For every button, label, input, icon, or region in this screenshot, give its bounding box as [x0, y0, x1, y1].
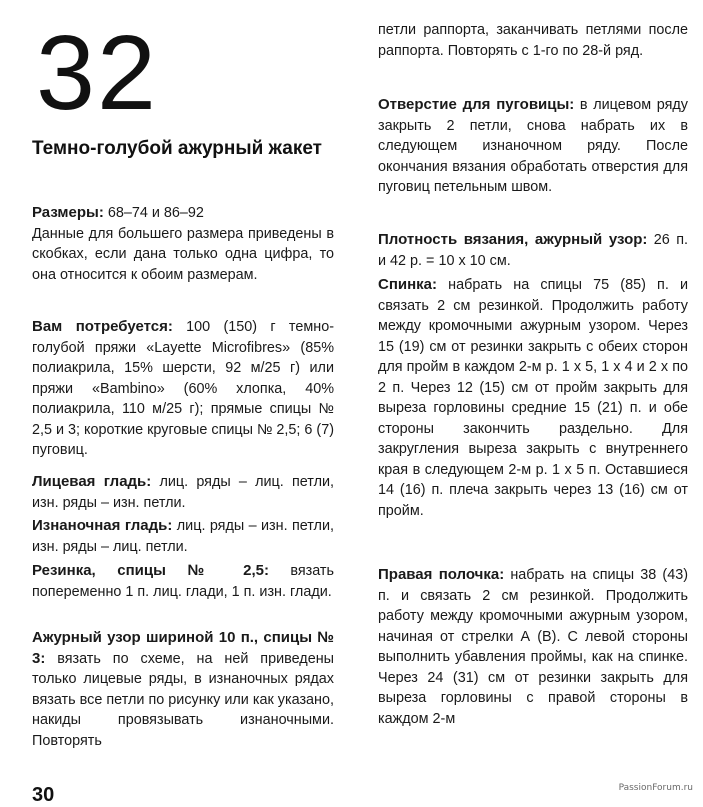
back-label: Спинка:: [378, 276, 438, 293]
sizes-text: 68–74 и 86–92: [103, 205, 204, 221]
buttonhole-label: Отверстие для пуговицы:: [378, 96, 575, 113]
right-front-text: набрать на спицы 38 (43) п. и связать 2 см резинкой. Продолжить работу между кромочными ажурным узором, начиная от стрелки А (В). С левой стороны выполнить убавления проймы, как на спинке. Через 24 (31) см от резинки закрыть для выреза горловины с правой стороны в каждом 2-м: [378, 567, 688, 727]
buttonhole-paragraph: [378, 95, 688, 198]
gauge-text: 26 п. и 42 р. = 10 х 10 см.: [378, 232, 689, 269]
rib-label: Резинка, спицы № 2,5:: [32, 562, 269, 579]
right-front-label: Правая полочка:: [378, 566, 505, 583]
gauge-label: Плотность вязания, ажурный узор:: [378, 231, 648, 248]
back-text: набрать на спицы 75 (85) п. и связать 2 см резинкой. Продолжить работу между кромочными ажурным узором. Через 15 (19) см от резинки закрыть с обеих сторон для пройм в каждом 2-м р. 1 х 5, 1 х 4 и 2 х по 2 п. Через 12 (15) см от пройм закрыть для выреза горловины средние 15 (21) п. и обе стороны закончить раздельно. Для закругления выреза закрыть с внутреннего края в следующем 2-м р. 1 х 5 п. Оставшиеся 14 (16) п. плеча закрыть через 13 (16) см от пройм.: [378, 277, 688, 519]
page-title: Темно-голубой ажурный жакет: [32, 138, 322, 159]
reverse-stockinette-text: лиц. ряды – изн. петли, изн. ряды – лиц. петли.: [32, 518, 334, 555]
page-number: 30: [32, 784, 55, 806]
sizes-paragraph: [32, 203, 334, 285]
reverse-stockinette-paragraph: [32, 516, 334, 557]
continued-paragraph: петли раппорта, заканчивать петлями после раппорта. Повторять с 1-го по 28-й ряд.: [378, 22, 688, 59]
buttonhole-text: в лицевом ряду закрыть 2 петли, снова набрать их в следующем изнаночном ряду. После окончания вязания обработать отверстия для пуговиц петельным швом.: [378, 97, 688, 195]
watermark: PassionForum.ru: [618, 783, 693, 793]
stockinette-text: лиц. ряды – лиц. петли, изн. ряды – изн. петли.: [32, 474, 335, 511]
materials-label: Вам потребуется:: [32, 318, 173, 335]
materials-text: 100 (150) г темно-голубой пряжи «Layette Microfibres» (85% полиакрила, 15% шерсти, 92 м/25 г) или пряжи «Bambino» (60% хлопка, 40% полиакрила, 110 м/25 г); прямые спицы № 2,5 и 3; короткие круговые спицы № 2,5; 6 (7) пуговиц.: [32, 319, 335, 458]
stockinette-label: Лицевая гладь:: [32, 473, 152, 490]
materials-paragraph: [32, 317, 334, 461]
back-paragraph: [378, 275, 688, 521]
gauge-paragraph: [378, 230, 688, 271]
sizes-label: Размеры:: [32, 204, 104, 221]
reverse-stockinette-label: Изнаночная гладь:: [32, 517, 173, 534]
right-front-paragraph: [378, 565, 688, 729]
rib-text: вязать попеременно 1 п. лиц. глади, 1 п. изн. глади.: [32, 563, 334, 600]
lace-paragraph: [32, 628, 334, 751]
lace-label: Ажурный узор шириной 10 п., спицы № 3:: [32, 629, 334, 667]
lace-text: вязать по схеме, на ней приведены только лицевые ряды, в изнаночных рядах вязать все петли по рисунку или как указано, накиды провязывать изнаночными. Повторять: [32, 650, 334, 749]
pattern-number: 32: [36, 14, 158, 132]
sizes-note: Данные для большего размера приведены в скобках, если дана только одна цифра, то она относится к обоим размерам.: [32, 225, 334, 283]
stockinette-paragraph: [32, 472, 334, 513]
rib-paragraph: [32, 561, 334, 602]
